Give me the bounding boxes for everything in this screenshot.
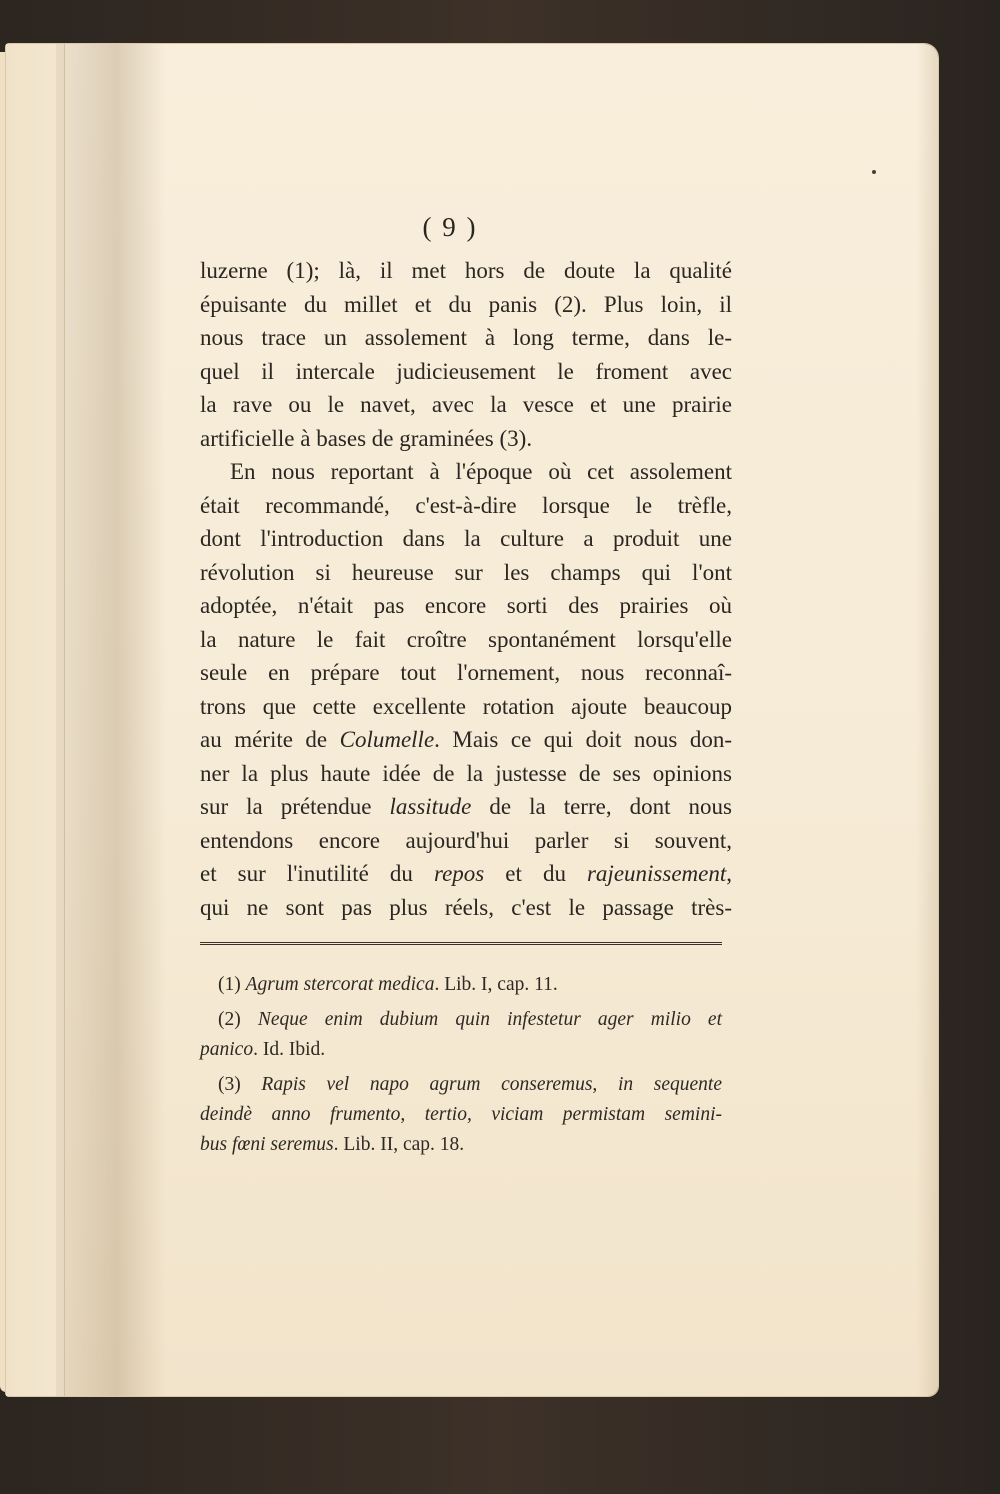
italic-term: lassitude bbox=[389, 794, 472, 819]
text-segment: , bbox=[726, 861, 732, 886]
text-segment: et du bbox=[484, 861, 587, 886]
footnote-3 bbox=[200, 1070, 722, 1160]
text-line: entendons encore aujourd'hui parler si souvent, bbox=[200, 827, 732, 853]
text-line: trons que cette excellente rotation ajoute beaucoup bbox=[200, 693, 732, 719]
text-line: la nature le fait croître spontanément lorsqu'elle bbox=[200, 626, 732, 652]
italic-term: rajeunissement bbox=[586, 861, 727, 886]
footnote-2-quote-1: Neque enim dubium quin infestetur ager milio et bbox=[257, 1009, 722, 1030]
page-gutter-shadow bbox=[56, 44, 166, 1396]
footnote-rule bbox=[200, 942, 722, 948]
text-line: artificielle à bases de graminées (3). bbox=[200, 425, 533, 451]
text-line: quel il intercale judicieusement le froment avec bbox=[200, 358, 732, 384]
footnote-3-line-1 bbox=[200, 1070, 722, 1100]
text-segment: au mérite de bbox=[200, 727, 340, 752]
footnote-1-marker: (1) bbox=[218, 974, 246, 995]
footnote-1-line bbox=[200, 970, 722, 1000]
footnote-3-quote-2: deindè anno frumento, tertio, viciam permistam semini- bbox=[200, 1104, 722, 1125]
footnote-3-marker: (3) bbox=[218, 1074, 262, 1095]
footnotes bbox=[200, 970, 722, 1165]
text-line bbox=[200, 723, 732, 757]
footnote-2 bbox=[200, 1005, 722, 1065]
footnote-2-line-1 bbox=[200, 1005, 722, 1035]
text-line: adoptée, n'était pas encore sorti des prairies où bbox=[200, 593, 732, 618]
footnote-3-line-3 bbox=[200, 1130, 722, 1160]
text-segment: . Mais ce qui doit nous don- bbox=[434, 727, 732, 752]
footnote-1-citation: . Lib. I, cap. 11. bbox=[434, 974, 558, 995]
text-line: ner la plus haute idée de la justesse de ses opinions bbox=[200, 760, 732, 786]
text-segment: et sur l'inutilité du bbox=[200, 861, 434, 886]
page-fore-edge bbox=[916, 44, 938, 1396]
text-line: dont l'introduction dans la culture a produit une bbox=[200, 526, 732, 551]
text-line: En nous reportant à l'époque où cet assolement bbox=[230, 459, 732, 484]
text-line: révolution si heureuse sur les champs qui l'ont bbox=[200, 559, 732, 585]
text-segment: de la terre, dont nous bbox=[471, 794, 732, 819]
text-line: luzerne (1); là, il met hors de doute la qualité bbox=[200, 258, 732, 283]
italic-term: Columelle bbox=[339, 727, 435, 752]
page-number: ( 9 ) bbox=[422, 212, 478, 242]
footnote-3-quote-1: Rapis vel napo agrum conseremus, in sequente bbox=[261, 1074, 723, 1095]
text-line: épuisante du millet et du panis (2). Plus loin, il bbox=[200, 291, 732, 317]
footnote-3-line-2 bbox=[200, 1100, 722, 1130]
footnote-3-citation: . Lib. II, cap. 18. bbox=[333, 1134, 465, 1155]
text-line bbox=[200, 790, 732, 824]
footnote-2-line-2 bbox=[200, 1035, 722, 1065]
footnote-2-marker: (2) bbox=[218, 1009, 258, 1030]
body-text bbox=[200, 254, 732, 924]
text-line: nous trace un assolement à long terme, dans le- bbox=[200, 325, 732, 350]
footnote-2-citation: . Id. Ibid. bbox=[253, 1039, 326, 1060]
text-line: était recommandé, c'est-à-dire lorsque le trèfle, bbox=[200, 492, 732, 518]
footnote-1-quote: Agrum stercorat medica bbox=[245, 974, 435, 995]
footnote-2-quote-2: panico bbox=[200, 1039, 254, 1060]
text-line bbox=[200, 857, 732, 891]
footnote-1 bbox=[200, 970, 722, 1000]
text-line: seule en prépare tout l'ornement, nous reconnaî- bbox=[200, 660, 732, 685]
text-line: la rave ou le navet, avec la vesce et une prairie bbox=[200, 392, 732, 417]
italic-term: repos bbox=[433, 861, 485, 886]
text-line: qui ne sont pas plus réels, c'est le passage très- bbox=[200, 894, 732, 920]
text-segment: sur la prétendue bbox=[200, 794, 390, 819]
paper-speck bbox=[872, 170, 876, 174]
footnote-3-quote-3: bus fœni seremus bbox=[200, 1134, 334, 1155]
